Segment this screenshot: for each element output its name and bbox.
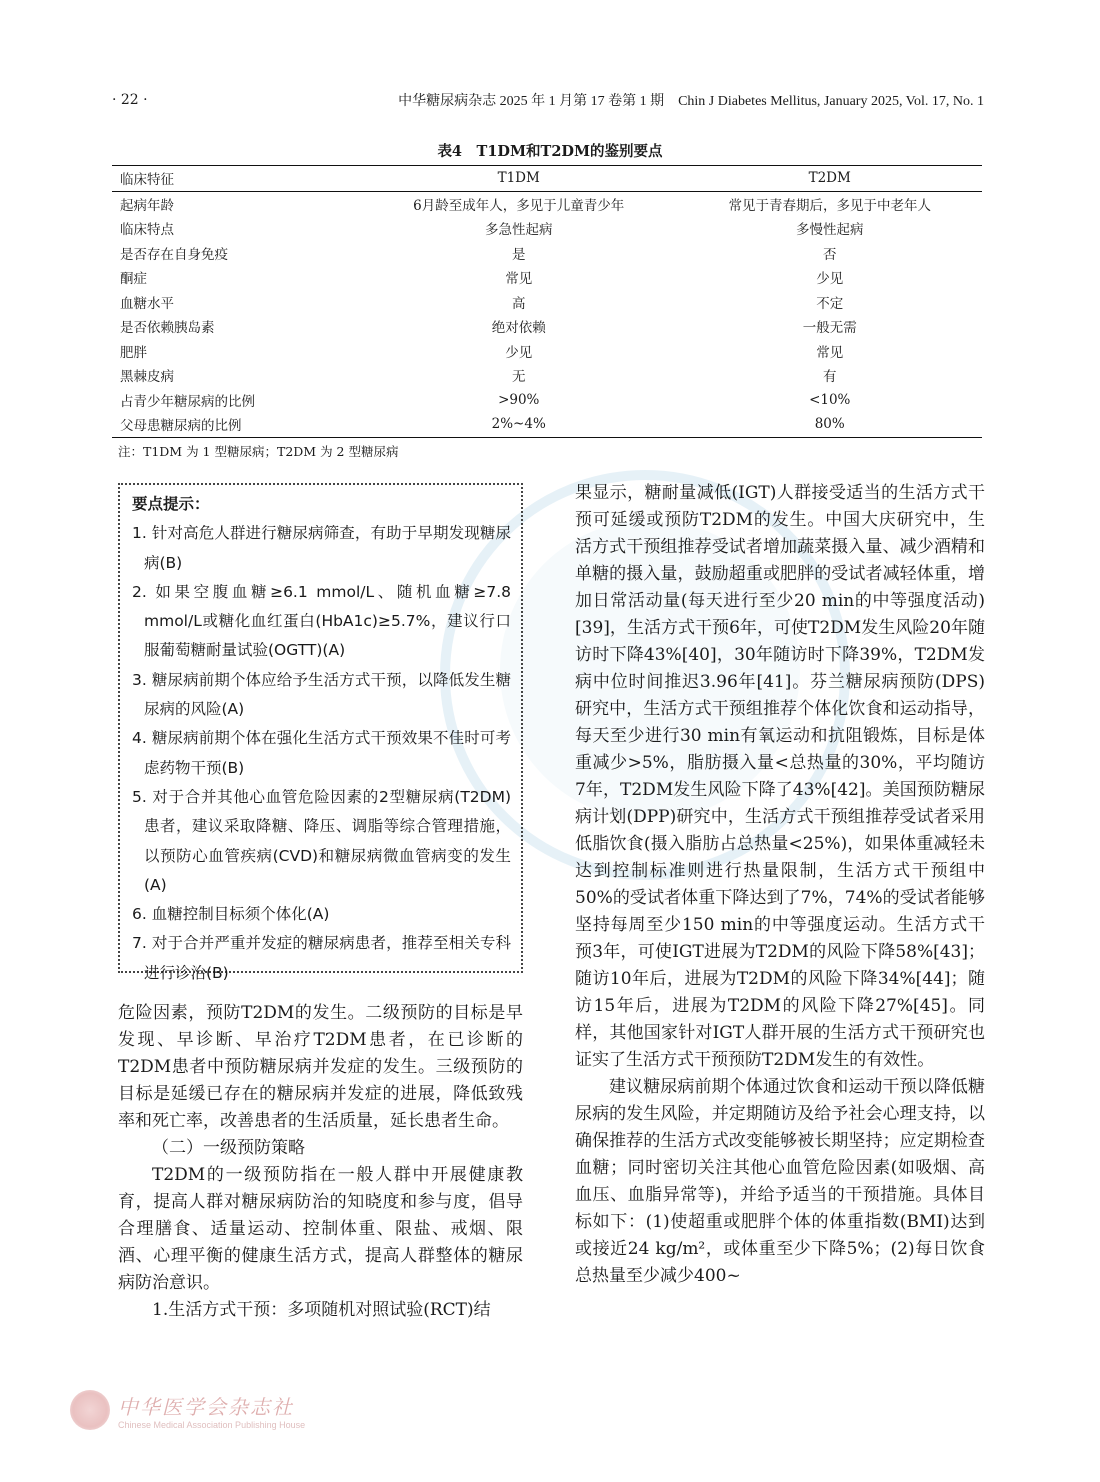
table-row [112, 265, 982, 290]
paragraph: 果显示，糖耐量减低(IGT)人群接受适当的生活方式干预可延缓或预防T2DM的发生。中国大庆研究中，生活方式干预组推荐受试者增加蔬菜摄入量、减少酒精和单糖的摄入量，鼓励超重或肥胖的受试者减轻体重，增加日常活动量(每天进行至少20 min的中等强度活动)[39]，生活方式干预6年，可使T2DM发生风险20年随访时下降43%[40]，30年随访时下降39%，T2DM发病中位时间推迟3.96年[41]。芬兰糖尿病预防(DPS)研究中，生活方式干预组推荐个体化饮食和运动指导，每天至少进行30 min有氧运动和抗阻锻炼，目标是体重减少>5%，脂肪摄入量<总热量的30%，平均随访7年，T2DM发生风险下降了43%[42]。美国预防糖尿病计划(DPP)研究中，生活方式干预组推荐受试者采用低脂饮食(摄入脂肪占总热量<25%)，如果体重减轻未达到控制标准则进行热量限制，生活方式干预组中50%的受试者体重下降达到了7%，74%的受试者能够坚持每周至少150 min的中等强度运动。生活方式干预3年，可使IGT进展为T2DM的风险下降58%[43]；随访10年后，进展为T2DM的风险下降34%[44]；随访15年后，进展为T2DM的风险下降27%[45]。同样，其他国家针对IGT人群开展的生活方式干预研究也证实了生活方式干预预防T2DM发生的有效性。 [575, 483, 985, 1070]
table-row [112, 314, 982, 339]
section-heading: （二）一级预防策略 [152, 1138, 305, 1158]
table-cell: 黑棘皮病 [120, 369, 174, 386]
table-row [112, 412, 982, 437]
table-row [112, 216, 982, 241]
key-point-item: 6. 血糖控制目标须个体化(A) [132, 905, 330, 924]
table-row [112, 388, 982, 413]
paragraph: 建议糖尿病前期个体通过饮食和运动干预以降低糖尿病的发生风险，并定期随访及给予社会心理支持，以确保推荐的生活方式改变能够被长期坚持；应定期检查血糖；同时密切关注其他心血管危险因素(如吸烟、高血压、血脂异常等)，并给予适当的干预措施。具体目标如下：(1)使超重或肥胖个体的体重指数(BMI)达到或接近24 kg/m²，或体重至少下降5%；(2)每日饮食总热量至少减少400~ [575, 1077, 985, 1286]
table-cell: 否 [822, 246, 837, 263]
table-row [112, 339, 982, 364]
journal-citation: 中华糖尿病杂志 2025 年 1 月第 17 卷第 1 期 Chin J Diabetes Mellitus, January 2025, Vol. 17, No. 1 [398, 94, 984, 109]
table-header-cell: T2DM [808, 170, 851, 187]
table-cell: 80% [814, 416, 845, 433]
table-cell: 常见于青春期后，多见于中老年人 [728, 197, 931, 214]
table-row [112, 363, 982, 388]
publisher-logo [70, 1390, 305, 1430]
table-row [112, 290, 982, 315]
table-row [112, 191, 982, 216]
table-cell: 父母患糖尿病的比例 [120, 418, 242, 435]
table-cell: 酮症 [120, 271, 147, 288]
table-cell: 血糖水平 [120, 295, 174, 312]
table-cell: 少见 [816, 271, 844, 288]
right-column-text [575, 480, 985, 1290]
table-note: 注：T1DM 为 1 型糖尿病；T2DM 为 2 型糖尿病 [118, 444, 399, 459]
table-cell: 多急性起病 [484, 222, 553, 239]
table-cell: >90% [498, 391, 540, 408]
left-column-text [118, 1000, 523, 1324]
paragraph: T2DM的一级预防指在一般人群中开展健康教育，提高人群对糖尿病防治的知晓度和参与度，倡导合理膳食、适量运动、控制体重、限盐、戒烟、限酒、心理平衡的健康生活方式，提高人群整体的糖尿病防治意识。 [118, 1165, 523, 1293]
key-point-item: 7. 对于合并严重并发症的糖尿病患者，推荐至相关专科进行诊治(B) [132, 934, 511, 982]
table-cell: 是 [511, 246, 526, 263]
table-cell: 一般无需 [802, 320, 857, 337]
key-point-item: 1. 针对高危人群进行糖尿病筛查，有助于早期发现糖尿病(B) [132, 524, 511, 572]
publisher-name-en: Chinese Medical Association Publishing House [118, 1419, 306, 1430]
table-cell: 2%~4% [491, 416, 546, 433]
key-points-box [118, 483, 523, 982]
table-cell: 临床特点 [120, 222, 174, 239]
table-cell: 不定 [816, 295, 844, 312]
table-row [112, 241, 982, 266]
table-cell: 多慢性起病 [795, 222, 864, 239]
table-cell: <10% [809, 391, 851, 408]
table-cell: 是否依赖胰岛素 [120, 320, 215, 337]
key-point-item: 5. 对于合并其他心血管危险因素的2型糖尿病(T2DM)患者，建议采取降糖、降压、调脂等综合管理措施，以预防心血管疾病(CVD)和糖尿病微血管病变的发生(A) [132, 787, 511, 894]
publisher-emblem-icon [70, 1390, 110, 1430]
table-cell: 占青少年糖尿病的比例 [120, 393, 255, 410]
page-header [112, 88, 984, 112]
page-number: · 22 · [112, 92, 148, 108]
paragraph: 危险因素，预防T2DM的发生。二级预防的目标是早发现、早诊断、早治疗T2DM患者，在已诊断的T2DM患者中预防糖尿病并发症的发生。三级预防的目标是延缓已存在的糖尿病并发症的进展，降低致残率和死亡率，改善患者的生活质量，延长患者生命。 [118, 1003, 523, 1131]
paragraph: 1.生活方式干预：多项随机对照试验(RCT)结 [152, 1300, 491, 1320]
publisher-name-cn: 中华医学会杂志社 [118, 1394, 294, 1419]
key-point-item: 2. 如果空腹血糖≥6.1 mmol/L、随机血糖≥7.8 mmol/L或糖化血红蛋白(HbA1c)≥5.7%，建议行口服葡萄糖耐量试验(OGTT)(A) [132, 582, 511, 660]
key-points-title: 要点提示： [132, 495, 210, 513]
key-point-item: 3. 糖尿病前期个体应给予生活方式干预，以降低发生糖尿病的风险(A) [132, 670, 511, 719]
key-point-item: 4. 糖尿病前期个体在强化生活方式干预效果不佳时可考虑药物干预(B) [132, 729, 511, 777]
comparison-table [112, 165, 982, 438]
table-cell: 常见 [816, 344, 844, 361]
table-cell: 无 [511, 369, 526, 386]
table-cell: 高 [511, 295, 526, 312]
table-cell: 起病年龄 [120, 197, 174, 214]
table-cell: 6月龄至成年人，多见于儿童青少年 [413, 197, 625, 214]
table-header-row [112, 166, 982, 192]
table-cell: 绝对依赖 [491, 320, 546, 337]
table-cell: 少见 [505, 344, 533, 361]
table-cell: 肥胖 [120, 344, 147, 361]
table-cell: 常见 [505, 271, 533, 288]
table-cell: 是否存在自身免疫 [120, 246, 228, 263]
table-cell: 有 [822, 369, 837, 386]
table-title: 表4 T1DM和T2DM的鉴别要点 [437, 143, 663, 160]
table-header-cell: T1DM [497, 170, 540, 187]
table-header-cell: 临床特征 [120, 172, 174, 189]
